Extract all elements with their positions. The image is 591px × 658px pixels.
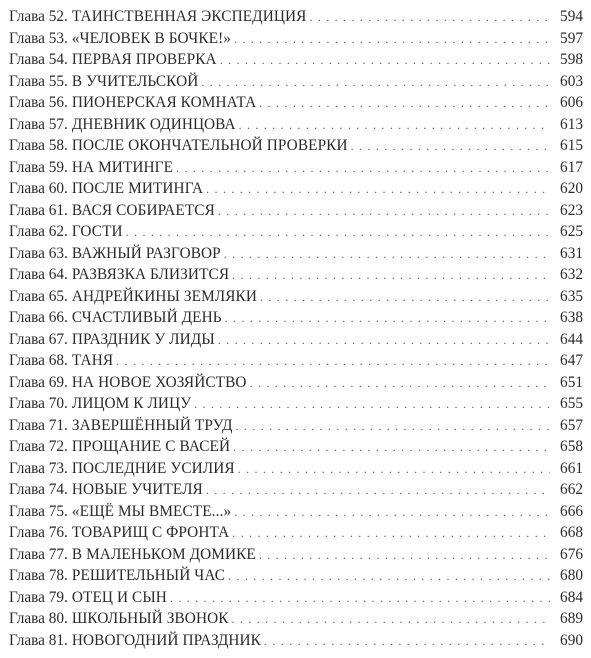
dot-leader — [224, 244, 550, 266]
toc-entry[interactable] — [9, 28, 583, 50]
chapter-number: Глава 65. — [9, 287, 68, 305]
chapter-title: ЛИЦОМ К ЛИЦУ — [71, 395, 192, 412]
page-number: 661 — [560, 459, 583, 477]
page-number: 632 — [560, 266, 583, 283]
chapter-title: ДНЕВНИК ОДИНЦОВА — [71, 115, 236, 133]
chapter-number: Глава 69. — [9, 373, 68, 391]
dot-leader — [201, 72, 550, 94]
page-number: 598 — [560, 51, 583, 68]
chapter-number: Глава 72. — [9, 438, 68, 455]
page-number: 655 — [560, 395, 583, 412]
chapter-number: Глава 66. — [9, 309, 68, 326]
toc-entry[interactable] — [9, 372, 583, 394]
page-number: 647 — [560, 352, 583, 369]
toc-entry[interactable] — [9, 544, 583, 566]
toc-entry[interactable] — [9, 350, 583, 372]
page-number: 651 — [560, 373, 583, 391]
dot-leader — [250, 373, 550, 395]
toc-entry[interactable] — [9, 436, 583, 458]
chapter-number: Глава 56. — [9, 94, 68, 111]
chapter-number: Глава 67. — [9, 330, 68, 348]
toc-entry[interactable] — [9, 6, 583, 28]
toc-entry[interactable] — [9, 393, 583, 415]
toc-entry[interactable] — [9, 522, 583, 544]
page-number: 690 — [560, 631, 583, 649]
page-number: 603 — [560, 72, 583, 90]
toc-entry[interactable] — [9, 135, 583, 157]
chapter-number: Глава 52. — [9, 8, 68, 25]
toc-entry[interactable] — [9, 329, 583, 351]
page-number: 684 — [560, 588, 583, 606]
table-of-contents — [9, 6, 583, 651]
dot-leader — [220, 50, 550, 72]
chapter-number: Глава 62. — [9, 223, 68, 240]
toc-entry[interactable] — [9, 157, 583, 179]
chapter-title: ГОСТИ — [71, 223, 123, 240]
page-number: 644 — [560, 330, 583, 348]
chapter-number: Глава 57. — [9, 115, 68, 133]
toc-entry[interactable] — [9, 479, 583, 501]
dot-leader — [126, 222, 550, 244]
chapter-title: НОВОГОДНИЙ ПРАЗДНИК — [71, 631, 261, 649]
chapter-number: Глава 68. — [9, 352, 68, 369]
page-number: 676 — [560, 545, 583, 563]
chapter-number: Глава 73. — [9, 459, 68, 477]
toc-entry[interactable] — [9, 92, 583, 114]
chapter-title: ПОСЛЕ МИТИНГА — [71, 180, 204, 197]
chapter-title: НА МИТИНГЕ — [71, 158, 174, 176]
chapter-number: Глава 55. — [9, 72, 68, 90]
toc-entry[interactable] — [9, 264, 583, 286]
chapter-number: Глава 61. — [9, 201, 68, 219]
chapter-title: ПРАЗДНИК У ЛИДЫ — [71, 330, 215, 348]
chapter-number: Глава 63. — [9, 244, 68, 262]
toc-entry[interactable] — [9, 501, 583, 523]
dot-leader — [236, 416, 550, 438]
chapter-number: Глава 53. — [9, 29, 68, 47]
chapter-title: СЧАСТЛИВЫЙ ДЕНЬ — [71, 309, 222, 326]
dot-leader — [238, 459, 550, 481]
chapter-title: ВАСЯ СОБИРАЕТСЯ — [71, 201, 215, 219]
dot-leader — [194, 394, 550, 416]
dot-leader — [259, 545, 550, 567]
toc-entry[interactable] — [9, 114, 583, 136]
page-number: 662 — [560, 481, 583, 498]
page-number: 606 — [560, 94, 583, 111]
dot-leader — [232, 523, 550, 545]
toc-entry[interactable] — [9, 49, 583, 71]
dot-leader — [206, 480, 550, 502]
chapter-title: В МАЛЕНЬКОМ ДОМИКЕ — [71, 545, 256, 563]
dot-leader — [264, 631, 550, 653]
chapter-title: ПЕРВАЯ ПРОВЕРКА — [71, 51, 217, 68]
chapter-title: ЗАВЕРШЁННЫЙ ТРУД — [71, 416, 233, 434]
chapter-title: В УЧИТЕЛЬСКОЙ — [71, 72, 199, 90]
chapter-title: ПИОНЕРСКАЯ КОМНАТА — [71, 94, 257, 111]
chapter-number: Глава 77. — [9, 545, 68, 563]
chapter-title: РЕШИТЕЛЬНЫЙ ЧАС — [71, 567, 226, 584]
dot-leader — [218, 330, 550, 352]
chapter-number: Глава 78. — [9, 567, 68, 584]
chapter-title: ВАЖНЫЙ РАЗГОВОР — [71, 244, 221, 262]
chapter-title: ПОСЛЕДНИЕ УСИЛИЯ — [71, 459, 235, 477]
chapter-number: Глава 75. — [9, 502, 68, 520]
toc-entry[interactable] — [9, 565, 583, 587]
dot-leader — [225, 308, 550, 330]
chapter-title: ПОСЛЕ ОКОНЧАТЕЛЬНОЙ ПРОВЕРКИ — [71, 137, 348, 154]
dot-leader — [309, 7, 550, 29]
page-number: 625 — [560, 223, 583, 240]
dot-leader — [232, 609, 550, 631]
chapter-number: Глава 80. — [9, 610, 68, 627]
page-number: 594 — [560, 8, 583, 25]
chapter-number: Глава 59. — [9, 158, 68, 176]
chapter-title: «ЧЕЛОВЕК В БОЧКЕ!» — [71, 29, 232, 47]
dot-leader — [259, 93, 550, 115]
dot-leader — [206, 179, 550, 201]
page-number: 658 — [560, 438, 583, 455]
chapter-title: ОТЕЦ И СЫН — [71, 588, 167, 606]
page-number: 680 — [560, 567, 583, 584]
chapter-title: АНДРЕЙКИНЫ ЗЕМЛЯКИ — [71, 287, 257, 305]
toc-entry[interactable] — [9, 587, 583, 609]
chapter-title: «ЕЩЁ МЫ ВМЕСТЕ...» — [71, 502, 232, 520]
dot-leader — [170, 588, 550, 610]
page-number: 689 — [560, 610, 583, 627]
chapter-number: Глава 70. — [9, 395, 68, 412]
page-number: 613 — [560, 115, 583, 133]
toc-entry[interactable] — [9, 415, 583, 437]
toc-entry[interactable] — [9, 608, 583, 630]
chapter-title: РАЗВЯЗКА БЛИЗИТСЯ — [71, 266, 230, 283]
page-number: 638 — [560, 309, 583, 326]
chapter-number: Глава 54. — [9, 51, 68, 68]
chapter-title: ПРОЩАНИЕ С ВАСЕЙ — [71, 438, 231, 455]
chapter-title: ТАИНСТВЕННАЯ ЭКСПЕДИЦИЯ — [71, 8, 307, 25]
page-number: 615 — [560, 137, 583, 154]
dot-leader — [239, 115, 550, 137]
chapter-number: Глава 64. — [9, 266, 68, 283]
toc-entry[interactable] — [9, 200, 583, 222]
chapter-title: ТАНЯ — [71, 352, 114, 369]
page-number: 666 — [560, 502, 583, 520]
dot-leader — [218, 201, 550, 223]
dot-leader — [234, 29, 550, 51]
page-number: 597 — [560, 29, 583, 47]
dot-leader — [351, 136, 550, 158]
chapter-number: Глава 81. — [9, 631, 68, 649]
dot-leader — [260, 287, 550, 309]
page-number: 657 — [560, 416, 583, 434]
chapter-number: Глава 79. — [9, 588, 68, 606]
toc-entry[interactable] — [9, 307, 583, 329]
chapter-title: ШКОЛЬНЫЙ ЗВОНОК — [71, 610, 229, 627]
dot-leader — [232, 265, 550, 287]
toc-entry[interactable] — [9, 286, 583, 308]
toc-entry[interactable] — [9, 71, 583, 93]
chapter-number: Глава 58. — [9, 137, 68, 154]
dot-leader — [228, 566, 550, 588]
chapter-title: ТОВАРИЩ С ФРОНТА — [71, 524, 230, 541]
dot-leader — [176, 158, 550, 180]
toc-entry[interactable] — [9, 458, 583, 480]
chapter-title: НА НОВОЕ ХОЗЯЙСТВО — [71, 373, 247, 391]
chapter-number: Глава 71. — [9, 416, 68, 434]
page-number: 631 — [560, 244, 583, 262]
dot-leader — [233, 437, 550, 459]
dot-leader — [116, 351, 550, 373]
chapter-number: Глава 76. — [9, 524, 68, 541]
chapter-number: Глава 74. — [9, 481, 68, 498]
page-number: 620 — [560, 180, 583, 197]
page-number: 668 — [560, 524, 583, 541]
chapter-title: НОВЫЕ УЧИТЕЛЯ — [71, 481, 203, 498]
page-number: 617 — [560, 158, 583, 176]
page-number: 623 — [560, 201, 583, 219]
dot-leader — [234, 502, 550, 524]
toc-entry[interactable] — [9, 221, 583, 243]
page-number: 635 — [560, 287, 583, 305]
chapter-number: Глава 60. — [9, 180, 68, 197]
toc-entry[interactable] — [9, 243, 583, 265]
toc-entry[interactable] — [9, 630, 583, 652]
toc-entry[interactable] — [9, 178, 583, 200]
